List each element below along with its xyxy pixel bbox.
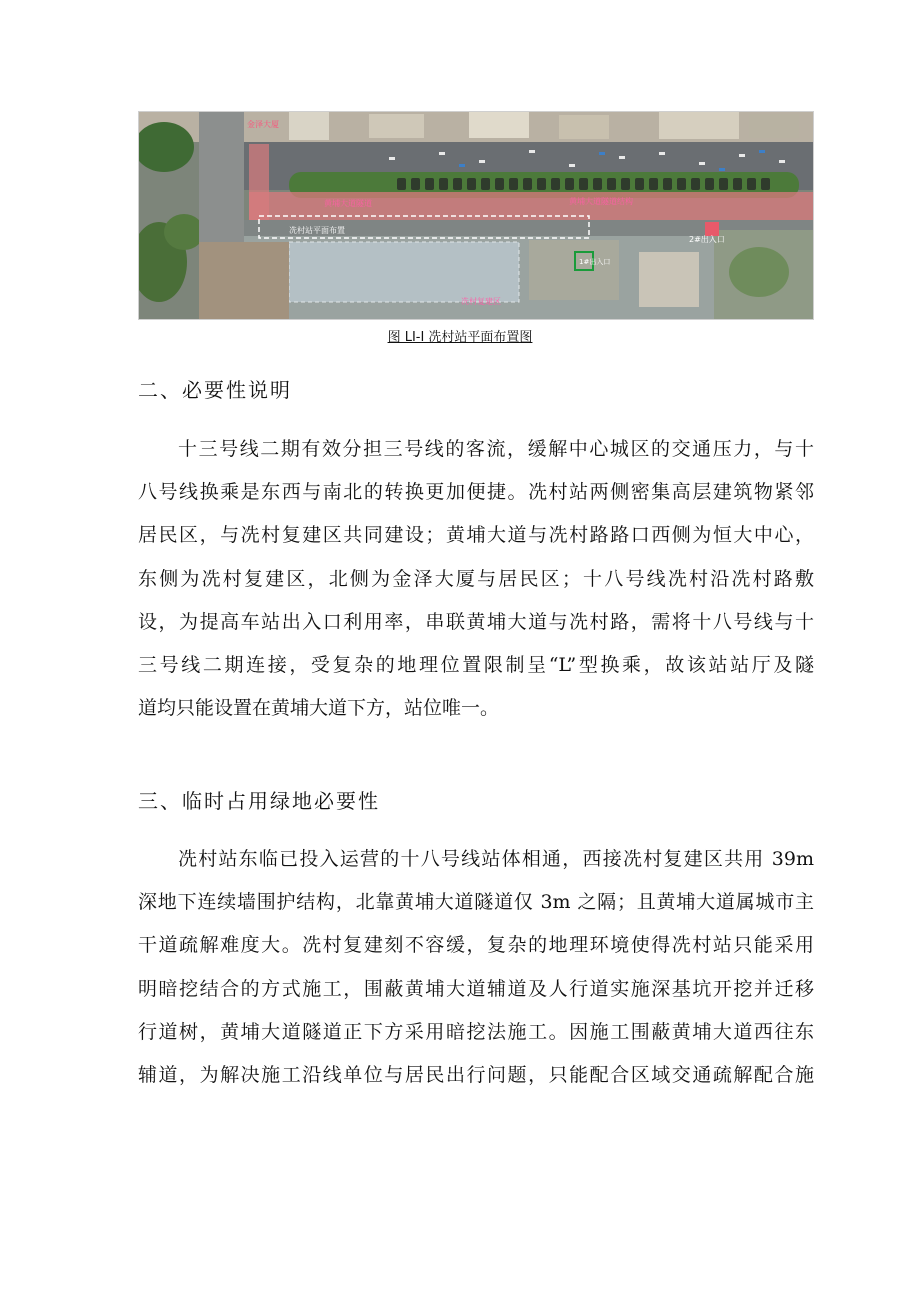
paragraph-line: 道均只能设置在黄埔大道下方，站位唯一。 [138, 697, 500, 720]
paragraph-line: 八号线换乘是东西与南北的转换更加便捷。冼村站两侧密集高层建筑物紧邻 [138, 481, 814, 504]
aerial-photo [139, 112, 813, 319]
paragraph-line: 辅道，为解决施工沿线单位与居民出行问题，只能配合区域交通疏解配合施 [138, 1064, 814, 1087]
label-tunnel-structure: 黄埔大道隧道结构 [569, 197, 633, 206]
station-aerial-map [138, 111, 814, 320]
label-tunnel: 黄埔大道隧道 [324, 199, 372, 208]
label-station: 冼村站平面布置 [289, 226, 345, 235]
paragraph-line: 三号线二期连接，受复杂的地理位置限制呈“L”型换乘，故该站站厅及隧 [138, 654, 814, 677]
paragraph-line: 明暗挖结合的方式施工，围蔽黄埔大道辅道及人行道实施深基坑开挖并迁移 [138, 977, 814, 1000]
paragraph-necessity [138, 428, 814, 730]
paragraph-line: 居民区，与冼村复建区共同建设；黄埔大道与冼村路路口西侧为恒大中心， [138, 524, 814, 547]
label-exit-1: 1#出入口 [579, 258, 611, 266]
paragraph-line: 冼村站东临已投入运营的十八号线站体相通，西接冼村复建区共用 39m [178, 848, 814, 870]
paragraph-green-space [138, 838, 814, 1097]
figure-caption: 图 LI-I 冼村站平面布置图 [387, 330, 533, 345]
label-rebuild-area: 冼村复建区 [461, 297, 501, 306]
section-heading-necessity: 二、必要性说明 [138, 378, 292, 402]
paragraph-line: 干道疏解难度大。冼村复建刻不容缓，复杂的地理环境使得冼村站只能采用 [138, 934, 814, 957]
label-exit-2: 2#出入口 [689, 235, 725, 244]
section-heading-green-space: 三、临时占用绿地必要性 [138, 789, 380, 813]
paragraph-line: 深地下连续墙围护结构，北靠黄埔大道隧道仅 3m 之隔；且黄埔大道属城市主 [138, 891, 814, 914]
paragraph-line: 行道树，黄埔大道隧道正下方采用暗挖法施工。因施工围蔽黄埔大道西往东 [138, 1020, 814, 1043]
paragraph-line: 十三号线二期有效分担三号线的客流，缓解中心城区的交通压力，与十 [178, 438, 814, 460]
label-building: 金泽大厦 [247, 120, 279, 129]
paragraph-line: 设，为提高车站出入口利用率，串联黄埔大道与冼村路，需将十八号线与十 [138, 610, 814, 633]
paragraph-line: 东侧为冼村复建区，北侧为金泽大厦与居民区；十八号线冼村沿冼村路敷 [138, 567, 814, 590]
